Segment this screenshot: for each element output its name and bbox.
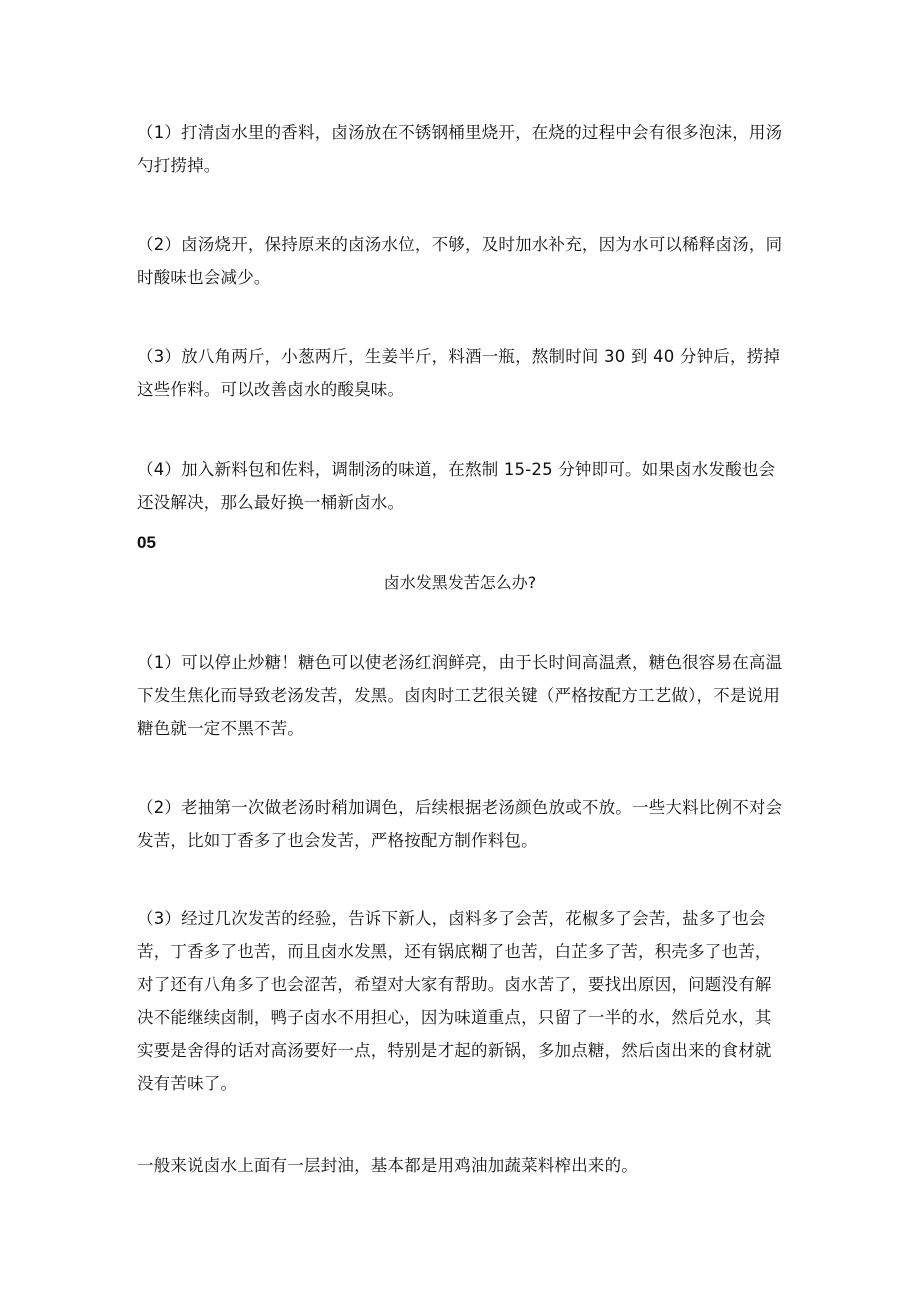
section-heading: 卤水发黑发苦怎么办?: [383, 573, 537, 592]
paragraph-tip-2: （2）老抽第一次做老汤时稍加调色，后续根据老汤颜色放或不放。一些大料比例不对会发苦，比如丁香多了也会发苦，严格按配方制作料包。: [137, 798, 783, 850]
section-number: 05: [137, 533, 156, 552]
paragraph-tip-1: （1）可以停止炒糖！糖色可以使老汤红润鲜亮，由于长时间高温煮，糖色很容易在高温下发生焦化而导致老汤发苦，发黑。卤肉时工艺很关键（严格按配方工艺做），不是说用糖色就一定不黑不苦。: [137, 653, 783, 738]
paragraph-closing-note: 一般来说卤水上面有一层封油，基本都是用鸡油加蔬菜料榨出来的。: [137, 1156, 638, 1175]
paragraph-step-2: （2）卤汤烧开，保持原来的卤汤水位，不够，及时加水补充，因为水可以稀释卤汤，同时酸味也会减少。: [137, 235, 783, 287]
paragraph-step-1: （1）打清卤水里的香料，卤汤放在不锈钢桶里烧开，在烧的过程中会有很多泡沫，用汤勺打捞掉。: [137, 123, 783, 175]
paragraph-step-4: （4）加入新料包和佐料，调制汤的味道，在熬制 15-25 分钟即可。如果卤水发酸也会还没解决，那么最好换一桶新卤水。: [137, 460, 776, 512]
paragraph-step-3: （3）放八角两斤，小葱两斤，生姜半斤，料酒一瓶，熬制时间 30 到 40 分钟后，捞掉这些作料。可以改善卤水的酸臭味。: [137, 347, 781, 399]
paragraph-tip-3: （3）经过几次发苦的经验，告诉下新人，卤料多了会苦，花椒多了会苦，盐多了也会苦，丁香多了也苦，而且卤水发黑，还有锅底糊了也苦，白芷多了苦，积壳多了也苦，对了还有八角多了也会涩苦，希望对大家有帮助。卤水苦了，要找出原因，问题没有解决不能继续卤制，鸭子卤水不用担心，因为味道重点，只留了一半的水，然后兑水，其实要是舍得的话对高汤要好一点，特别是才起的新锅，多加点糖，然后卤出来的食材就没有苦味了。: [137, 909, 772, 1093]
